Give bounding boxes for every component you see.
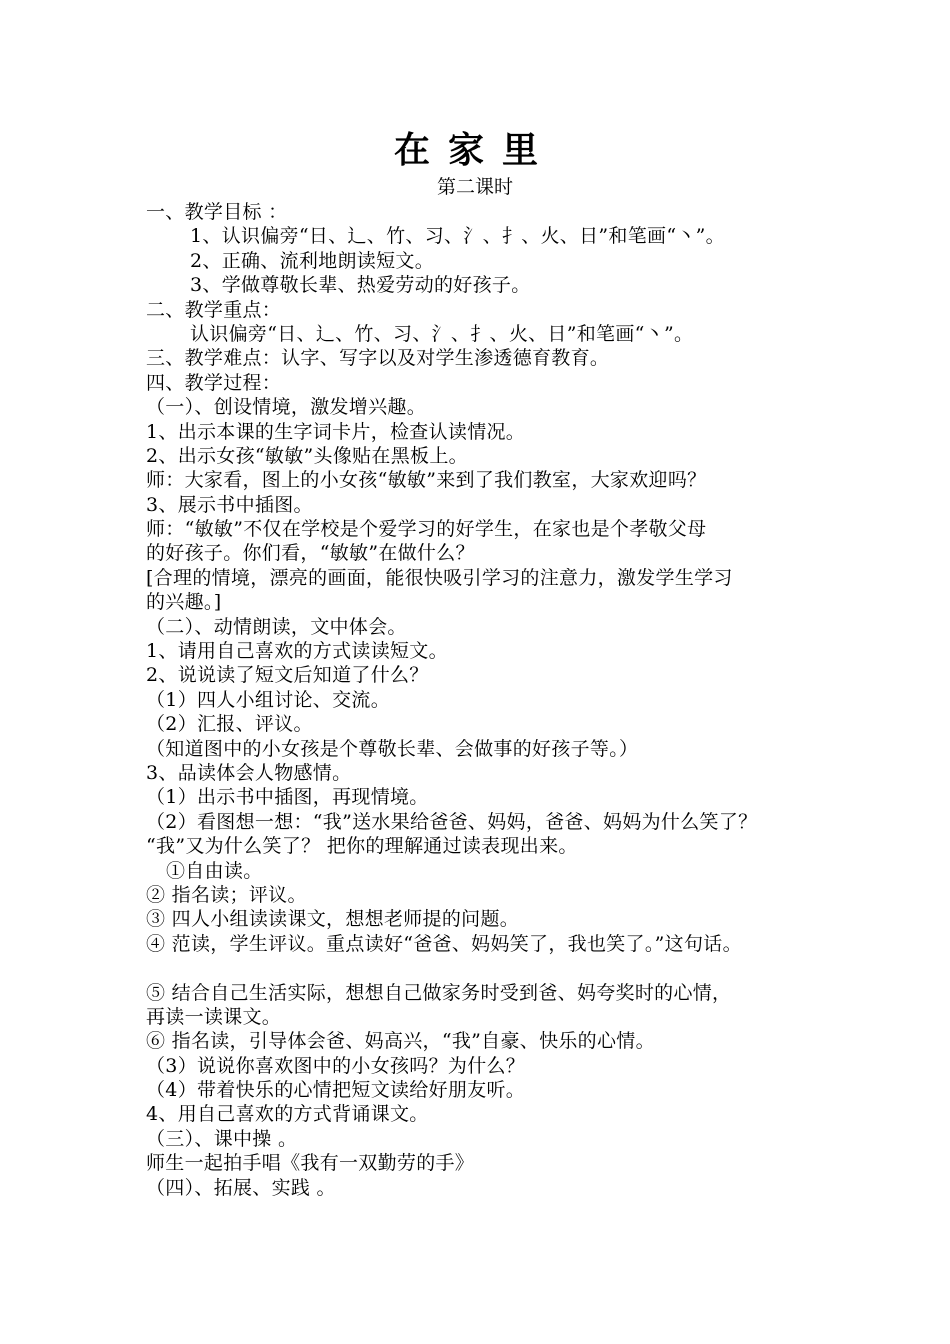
text-line: ①自由读。 (166, 859, 263, 882)
text-line: 的好孩子。你们看，“敏敏”在做什么？ (146, 542, 475, 565)
text-line: （知道图中的小女孩是个尊敬长辈、会做事的好孩子等。） (146, 737, 639, 760)
text-line: （四）、拓展、实践 。 (146, 1176, 336, 1199)
text-line: （2）汇报、评议。 (146, 713, 313, 736)
document-subtitle: 第二课时 (436, 176, 513, 198)
text-line: 4、用自己喜欢的方式背诵课文。 (146, 1103, 429, 1126)
document-title: 在家里 (393, 129, 556, 171)
text-line: 3、学做尊敬长辈、热爱劳动的好孩子。 (190, 274, 531, 297)
text-line: ④ 范读，学生评议。重点读好“爸爸、妈妈笑了，我也笑了。”这句话。 (146, 932, 742, 955)
text-line: ③ 四人小组读读课文，想想老师提的问题。 (146, 908, 520, 931)
text-line: 一、教学目标 ： (146, 201, 288, 223)
text-line: （1）四人小组讨论、交流。 (146, 688, 390, 711)
text-line: 1、请用自己喜欢的方式读读短文。 (146, 640, 448, 663)
text-line: （三）、课中操 。 (146, 1127, 298, 1150)
text-line: 师：“敏敏”不仅在学校是个爱学习的好学生，在家也是个孝敬父母 (146, 518, 707, 541)
text-line: （3）说说你喜欢图中的小女孩吗？为什么？ (146, 1054, 526, 1077)
text-line: 师：大家看，图上的小女孩“敏敏”来到了我们教室，大家欢迎吗？ (146, 469, 707, 492)
text-line: 再读一读课文。 (146, 1005, 282, 1028)
text-line: （一）、创设情境，激发增兴趣。 (146, 396, 427, 419)
text-line: ⑥ 指名读，引导体会爸、妈高兴，“我”自豪、快乐的心情。 (146, 1030, 655, 1053)
text-line: [合理的情境，漂亮的画面，能很快吸引学习的注意力，激发学生学习 (146, 566, 733, 589)
text-line: 2、说说读了短文后知道了什么？ (146, 664, 429, 687)
text-line: 的兴趣。] (146, 591, 222, 614)
text-line: “我”又为什么笑了？ 把你的理解通过读表现出来。 (146, 835, 578, 858)
text-line: ⑤ 结合自己生活实际，想想自己做家务时受到爸、妈夸奖时的心情， (146, 981, 732, 1004)
text-line: 三、教学难点：认字、写字以及对学生渗透德育教育。 (146, 347, 610, 370)
text-line: 二、教学重点： (146, 298, 282, 321)
text-line: 1、认识偏旁“日、辶、竹、习、氵、扌、火、日”和笔画“丶”。 (190, 225, 725, 248)
text-line: 3、品读体会人物感情。 (146, 761, 352, 784)
text-line: （二）、动情朗读，文中体会。 (146, 615, 407, 638)
text-line: 师生一起拍手唱《我有一双勤劳的手》 (146, 1152, 475, 1175)
text-line: 2、出示女孩“敏敏”头像贴在黑板上。 (146, 444, 468, 467)
document-body (146, 200, 836, 1200)
text-line: 3、展示书中插图。 (146, 493, 313, 516)
text-line: （2）看图想一想：“我”送水果给爸爸、妈妈，爸爸、妈妈为什么笑了？ (146, 810, 758, 833)
text-line: （4）带着快乐的心情把短文读给好朋友听。 (146, 1079, 526, 1102)
text-line: 四、教学过程： (146, 371, 282, 394)
text-line: ② 指名读；评议。 (146, 883, 307, 906)
text-line: 1、出示本课的生字词卡片，检查认读情况。 (146, 420, 526, 443)
text-line: 认识偏旁“日、辶、竹、习、氵、扌、火、日”和笔画“丶”。 (190, 322, 694, 345)
text-line: 2、正确、流利地朗读短文。 (190, 249, 434, 272)
blank-line (146, 956, 836, 980)
text-line: （1）出示书中插图，再现情境。 (146, 786, 429, 809)
